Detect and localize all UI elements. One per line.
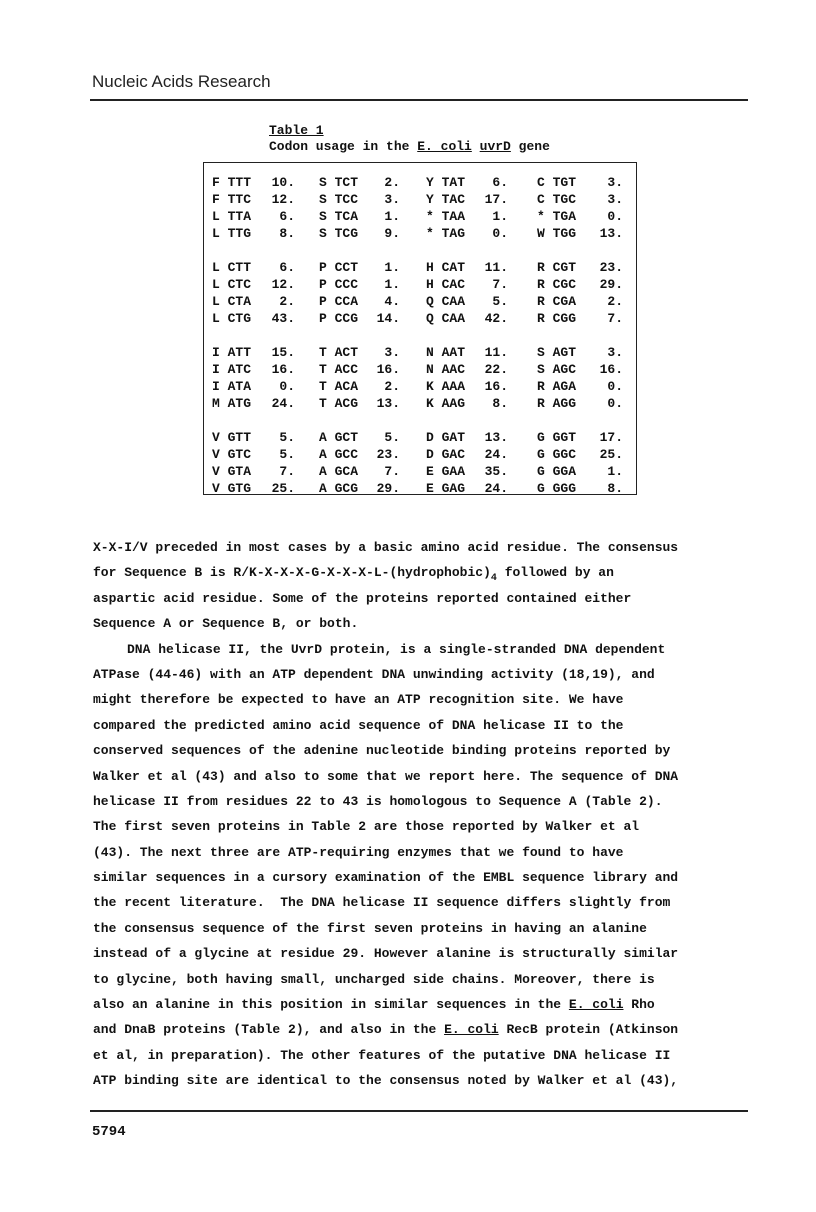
text-span: RecB protein (Atkinson — [498, 1022, 679, 1038]
codon-count: 5. — [279, 447, 295, 462]
codon-count: 17. — [484, 192, 508, 207]
species-ecoli: E. coli — [444, 1022, 499, 1038]
codon-cell: P CCG — [319, 311, 359, 326]
codon-cell: R CGC — [537, 277, 577, 292]
codon-count: 3. — [607, 175, 623, 190]
codon-cell: * TAG — [426, 226, 466, 241]
codon-cell: L CTA — [212, 294, 252, 309]
codon-cell: * TAA — [426, 209, 466, 224]
codon-count: 25. — [271, 481, 295, 496]
table-label: Table 1 — [269, 123, 324, 138]
text-line: instead of a glycine at residue 29. However alanine is structurally similar — [93, 946, 679, 962]
codon-cell: C TGC — [537, 192, 577, 207]
text-line: et al, in preparation). The other features of the putative DNA helicase II — [93, 1047, 671, 1063]
codon-cell: P CCA — [319, 294, 359, 309]
text-line — [93, 992, 723, 1017]
codon-count: 17. — [599, 430, 623, 445]
codon-cell: M ATG — [212, 396, 252, 411]
codon-cell: V GTA — [212, 464, 252, 479]
text-line — [93, 1017, 723, 1042]
codon-cell: L TTG — [212, 226, 252, 241]
codon-cell: H CAT — [426, 260, 466, 275]
text-line: (43). The next three are ATP-requiring enzymes that we found to have — [93, 844, 624, 860]
codon-cell: I ATT — [212, 345, 252, 360]
codon-cell: L TTA — [212, 209, 252, 224]
codon-count: 6. — [492, 175, 508, 190]
text-span: for Sequence B is R/K-X-X-X-G-X-X-X-L-(hydrophobic) — [93, 565, 491, 581]
codon-count: 5. — [384, 430, 400, 445]
codon-count: 8. — [279, 226, 295, 241]
codon-cell: Y TAT — [426, 175, 466, 190]
page-number: 5794 — [92, 1124, 126, 1140]
codon-cell: I ATA — [212, 379, 252, 394]
codon-count: 1. — [492, 209, 508, 224]
codon-cell: * TGA — [537, 209, 577, 224]
codon-cell: Q CAA — [426, 294, 466, 309]
codon-cell: F TTC — [212, 192, 252, 207]
codon-count: 35. — [484, 464, 508, 479]
text-span: followed by an — [496, 565, 614, 581]
codon-cell: C TGT — [537, 175, 577, 190]
codon-cell: G GGG — [537, 481, 577, 496]
codon-cell: Q CAA — [426, 311, 466, 326]
codon-cell: F TTT — [212, 175, 252, 190]
codon-cell: S TCT — [319, 175, 359, 190]
codon-cell: R CGA — [537, 294, 577, 309]
codon-count: 6. — [279, 260, 295, 275]
codon-count: 42. — [484, 311, 508, 326]
codon-cell: R AGA — [537, 379, 577, 394]
caption-gene: uvrD — [479, 139, 511, 154]
codon-count: 0. — [279, 379, 295, 394]
codon-count: 2. — [384, 175, 400, 190]
codon-cell: A GCA — [319, 464, 359, 479]
codon-count: 8. — [607, 481, 623, 496]
text-line: helicase II from residues 22 to 43 is homologous to Sequence A (Table 2). — [93, 793, 663, 809]
codon-count: 25. — [599, 447, 623, 462]
codon-cell: L CTC — [212, 277, 252, 292]
codon-count: 0. — [492, 226, 508, 241]
codon-cell: E GAG — [426, 481, 466, 496]
codon-cell: R CGG — [537, 311, 577, 326]
codon-count: 3. — [607, 192, 623, 207]
codon-count: 1. — [607, 464, 623, 479]
codon-count: 7. — [279, 464, 295, 479]
codon-count: 16. — [599, 362, 623, 377]
text-span: and DnaB proteins (Table 2), and also in the — [93, 1022, 445, 1038]
text-line: to glycine, both having small, uncharged side chains. Moreover, there is — [93, 971, 655, 987]
header-rule — [90, 99, 748, 101]
codon-cell: T ACT — [319, 345, 359, 360]
codon-count: 10. — [271, 175, 295, 190]
caption-species: E. coli — [417, 139, 472, 154]
subscript: 4 — [490, 573, 497, 585]
codon-count: 16. — [376, 362, 400, 377]
codon-count: 3. — [384, 345, 400, 360]
codon-count: 7. — [492, 277, 508, 292]
codon-cell: K AAA — [426, 379, 466, 394]
codon-count: 23. — [599, 260, 623, 275]
codon-count: 2. — [279, 294, 295, 309]
codon-usage-table — [203, 162, 637, 495]
codon-count: 13. — [599, 226, 623, 241]
codon-cell: S TCC — [319, 192, 359, 207]
codon-count: 16. — [484, 379, 508, 394]
text-line: the recent literature. The DNA helicase II sequence differs slightly from — [93, 895, 671, 911]
text-line: conserved sequences of the adenine nucleotide binding proteins reported by — [93, 743, 671, 759]
codon-cell: A GCG — [319, 481, 359, 496]
footer-rule — [90, 1110, 748, 1112]
codon-count: 13. — [484, 430, 508, 445]
codon-cell: L CTG — [212, 311, 252, 326]
codon-count: 29. — [376, 481, 400, 496]
text-line: the consensus sequence of the first seven proteins in having an alanine — [93, 920, 647, 936]
codon-count: 16. — [271, 362, 295, 377]
codon-count: 29. — [599, 277, 623, 292]
codon-count: 9. — [384, 226, 400, 241]
text-span: Rho — [623, 997, 655, 1013]
codon-cell: T ACC — [319, 362, 359, 377]
text-line — [93, 560, 723, 585]
codon-count: 3. — [384, 192, 400, 207]
codon-count: 14. — [376, 311, 400, 326]
codon-count: 2. — [607, 294, 623, 309]
codon-cell: G GGC — [537, 447, 577, 462]
codon-cell: K AAG — [426, 396, 466, 411]
codon-count: 13. — [376, 396, 400, 411]
codon-cell: T ACG — [319, 396, 359, 411]
codon-count: 0. — [607, 396, 623, 411]
codon-count: 7. — [384, 464, 400, 479]
text-span: also an alanine in this position in similar sequences in the — [93, 997, 569, 1013]
codon-count: 15. — [271, 345, 295, 360]
codon-count: 24. — [484, 447, 508, 462]
caption-prefix: Codon usage in the — [269, 139, 418, 154]
codon-count: 12. — [271, 277, 295, 292]
codon-cell: N AAT — [426, 345, 466, 360]
codon-cell: S TCA — [319, 209, 359, 224]
codon-cell: D GAT — [426, 430, 466, 445]
codon-count: 2. — [384, 379, 400, 394]
codon-cell: V GTT — [212, 430, 252, 445]
codon-count: 43. — [271, 311, 295, 326]
text-line: similar sequences in a cursory examination of the EMBL sequence library and — [93, 870, 679, 886]
codon-count: 24. — [271, 396, 295, 411]
text-line: Sequence A or Sequence B, or both. — [93, 616, 359, 632]
text-line: compared the predicted amino acid sequence of DNA helicase II to the — [93, 717, 624, 733]
text-line: Walker et al (43) and also to some that we report here. The sequence of DNA — [93, 768, 679, 784]
codon-cell: V GTG — [212, 481, 252, 496]
codon-cell: V GTC — [212, 447, 252, 462]
codon-cell: A GCT — [319, 430, 359, 445]
text-line: might therefore be expected to have an ATP recognition site. We have — [93, 692, 624, 708]
codon-count: 1. — [384, 260, 400, 275]
codon-count: 1. — [384, 209, 400, 224]
text-line: ATP binding site are identical to the consensus noted by Walker et al (43), — [93, 1073, 679, 1089]
text-line: ATPase (44-46) with an ATP dependent DNA unwinding activity (18,19), and — [93, 666, 655, 682]
codon-cell: E GAA — [426, 464, 466, 479]
codon-count: 23. — [376, 447, 400, 462]
codon-count: 11. — [484, 345, 508, 360]
text-line: DNA helicase II, the UvrD protein, is a single-stranded DNA dependent — [127, 641, 666, 657]
codon-count: 12. — [271, 192, 295, 207]
codon-cell: P CCC — [319, 277, 359, 292]
codon-count: 5. — [492, 294, 508, 309]
codon-count: 7. — [607, 311, 623, 326]
codon-cell: R AGG — [537, 396, 577, 411]
codon-cell: G GGA — [537, 464, 577, 479]
caption-suffix: gene — [510, 139, 550, 154]
codon-count: 6. — [279, 209, 295, 224]
codon-cell: Y TAC — [426, 192, 466, 207]
codon-count: 5. — [279, 430, 295, 445]
codon-count: 22. — [484, 362, 508, 377]
text-line: aspartic acid residue. Some of the proteins reported contained either — [93, 590, 632, 606]
codon-cell: D GAC — [426, 447, 466, 462]
codon-cell: W TGG — [537, 226, 577, 241]
codon-count: 11. — [484, 260, 508, 275]
body-text — [93, 535, 723, 1094]
codon-count: 8. — [492, 396, 508, 411]
codon-cell: I ATC — [212, 362, 252, 377]
codon-count: 24. — [484, 481, 508, 496]
codon-cell: G GGT — [537, 430, 577, 445]
codon-cell: S AGT — [537, 345, 577, 360]
codon-count: 0. — [607, 209, 623, 224]
codon-cell: A GCC — [319, 447, 359, 462]
text-line: X-X-I/V preceded in most cases by a basic amino acid residue. The consensus — [93, 540, 679, 555]
species-ecoli: E. coli — [568, 997, 624, 1013]
codon-cell: T ACA — [319, 379, 359, 394]
table-caption — [269, 123, 550, 155]
journal-title: Nucleic Acids Research — [92, 72, 271, 91]
text-line: The first seven proteins in Table 2 are those reported by Walker et al — [93, 819, 640, 835]
codon-cell: S AGC — [537, 362, 577, 377]
codon-cell: P CCT — [319, 260, 359, 275]
codon-cell: L CTT — [212, 260, 252, 275]
codon-cell: H CAC — [426, 277, 466, 292]
codon-count: 0. — [607, 379, 623, 394]
codon-cell: N AAC — [426, 362, 466, 377]
codon-cell: R CGT — [537, 260, 577, 275]
codon-count: 3. — [607, 345, 623, 360]
codon-count: 1. — [384, 277, 400, 292]
codon-cell: S TCG — [319, 226, 359, 241]
codon-count: 4. — [384, 294, 400, 309]
